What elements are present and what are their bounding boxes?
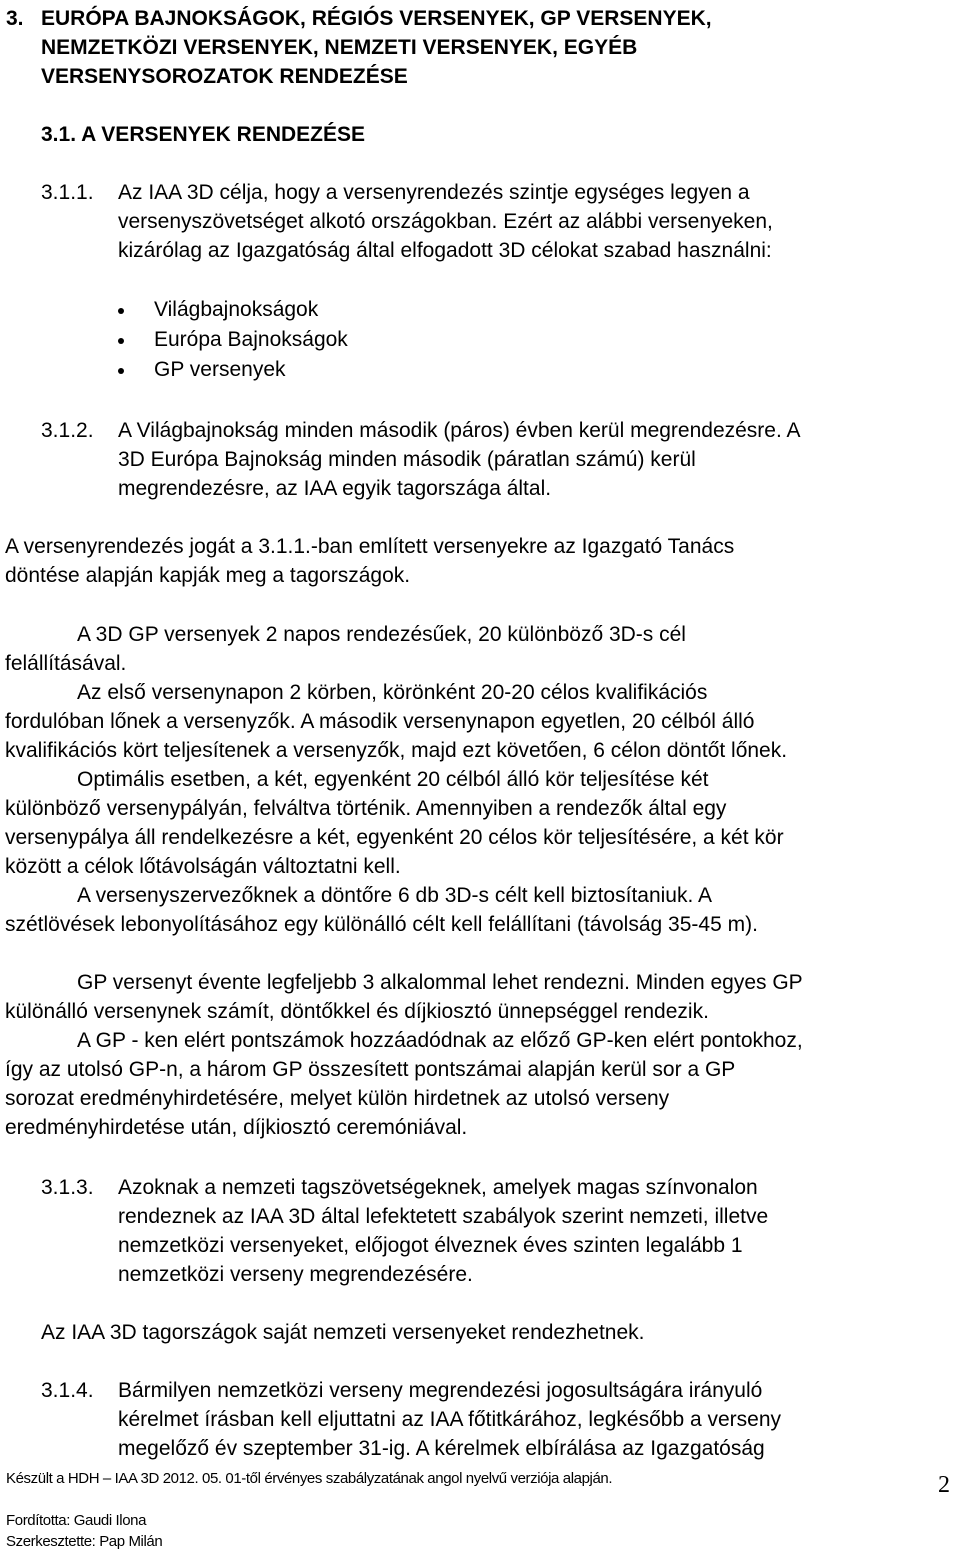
bullet-icon [118,308,124,314]
body-line: felállításával. [5,652,127,675]
heading-line: NEMZETKÖZI VERSENYEK, NEMZETI VERSENYEK, EGYÉB [41,36,638,59]
body-line: különálló versenynek számít, döntőkkel és díjkiosztó ünnepséggel rendezik. [5,1000,709,1023]
body-line: között a célok lőtávolságán változtatni kell. [5,855,401,878]
page-number: 2 [938,1472,950,1498]
heading-line: EURÓPA BAJNOKSÁGOK, RÉGIÓS VERSENYEK, GP VERSENYEK, [41,7,712,30]
body-line: különböző versenypályán, felváltva történik. Amennyiben a rendezők által egy [5,797,727,820]
bullet-icon [118,368,124,374]
section-3-1-4-line: megelőző év szeptember 31-ig. A kérelmek elbírálása az Igazgatóság [118,1437,765,1460]
section-number-3-1-4: 3.1.4. [41,1379,94,1402]
body-line: versenypálya áll rendelkezésre a két, egyenként 20 célos kör teljesítésére, a két kör [5,826,784,849]
section-3-1-3-line: nemzetközi verseny megrendezésére. [118,1263,473,1286]
body-line: sorozat eredményhirdetésére, melyet külön hirdetnek az utolsó verseny [5,1087,670,1110]
section-number-3-1-3: 3.1.3. [41,1176,94,1199]
body-line: így az utolsó GP-n, a három GP összesített pontszámai alapján kerül sor a GP [5,1058,736,1081]
body-line: A GP - ken elért pontszámok hozzáadódnak az előző GP-ken elért pontokhoz, [77,1029,803,1052]
bullet-icon [118,338,124,344]
body-line: eredményhirdetése után, díjkiosztó ceremóniával. [5,1116,468,1139]
national-competitions-line: Az IAA 3D tagországok saját nemzeti versenyeket rendezhetnek. [41,1321,645,1344]
body-line: A 3D GP versenyek 2 napos rendezésűek, 20 különböző 3D-s cél [77,623,686,646]
section-number-3-1-2: 3.1.2. [41,419,94,442]
footer-note: Készült a HDH – IAA 3D 2012. 05. 01-től érvényes szabályzatának angol nyelvű verziója alapján. [6,1470,613,1487]
body-line: Optimális esetben, a két, egyenként 20 célból álló kör teljesítése két [77,768,709,791]
body-line: A versenyrendezés jogát a 3.1.1.-ban említett versenyekre az Igazgató Tanács [5,535,735,558]
section-number-3-1-1: 3.1.1. [41,181,94,204]
section-3-1-3-line: nemzetközi versenyeket, előjogot élveznek éves szinten legalább 1 [118,1234,743,1257]
body-line: fordulóban lőnek a versenyzők. A második versenynapon egyetlen, 20 célból álló [5,710,755,733]
section-3-1-1-line: kizárólag az Igazgatóság által elfogadott 3D célokat szabad használni: [118,239,772,262]
heading-line: VERSENYSOROZATOK RENDEZÉSE [41,65,408,88]
section-3-1-2-line: A Világbajnokság minden második (páros) évben kerül megrendezésre. A [118,419,801,442]
section-3-1-1-line: Az IAA 3D célja, hogy a versenyrendezés szintje egységes legyen a [118,181,750,204]
section-3-1-4-line: kérelmet írásban kell eljuttatni az IAA főtitkárához, legkésőbb a verseny [118,1408,782,1431]
section-3-1-2-line: megrendezésre, az IAA egyik tagországa által. [118,477,552,500]
body-line: kvalifikációs kört teljesítenek a versenyzők, majd ezt követően, 6 célon döntőt lőnek. [5,739,788,762]
section-3-1-3-line: rendeznek az IAA 3D által lefektetett szabályok szerint nemzeti, illetve [118,1205,769,1228]
body-line: döntése alapján kapják meg a tagországok. [5,564,411,587]
body-line: Az első versenynapon 2 körben, körönként 20-20 célos kvalifikációs [77,681,708,704]
section-3-1-1-line: versenyszövetséget alkotó országokban. Ezért az alábbi versenyeken, [118,210,773,233]
body-line: szétlövések lebonyolításához egy különálló célt kell felállítani (távolság 35-45 m). [5,913,758,936]
footer-editor: Szerkesztette: Pap Milán [6,1533,163,1550]
bullet-item: GP versenyek [154,358,286,381]
subheading: 3.1. A VERSENYEK RENDEZÉSE [41,123,366,146]
heading-number: 3. [6,7,24,30]
bullet-item: Világbajnokságok [154,298,319,321]
footer-translator: Fordította: Gaudi Ilona [6,1512,147,1529]
body-line: GP versenyt évente legfeljebb 3 alkalommal lehet rendezni. Minden egyes GP [77,971,803,994]
bullet-item: Európa Bajnokságok [154,328,348,351]
section-3-1-3-line: Azoknak a nemzeti tagszövetségeknek, amelyek magas színvonalon [118,1176,758,1199]
section-3-1-2-line: 3D Európa Bajnokság minden második (páratlan számú) kerül [118,448,696,471]
body-line: A versenyszervezőknek a döntőre 6 db 3D-s célt kell biztosítaniuk. A [77,884,712,907]
section-3-1-4-line: Bármilyen nemzetközi verseny megrendezési jogosultságára irányuló [118,1379,763,1402]
